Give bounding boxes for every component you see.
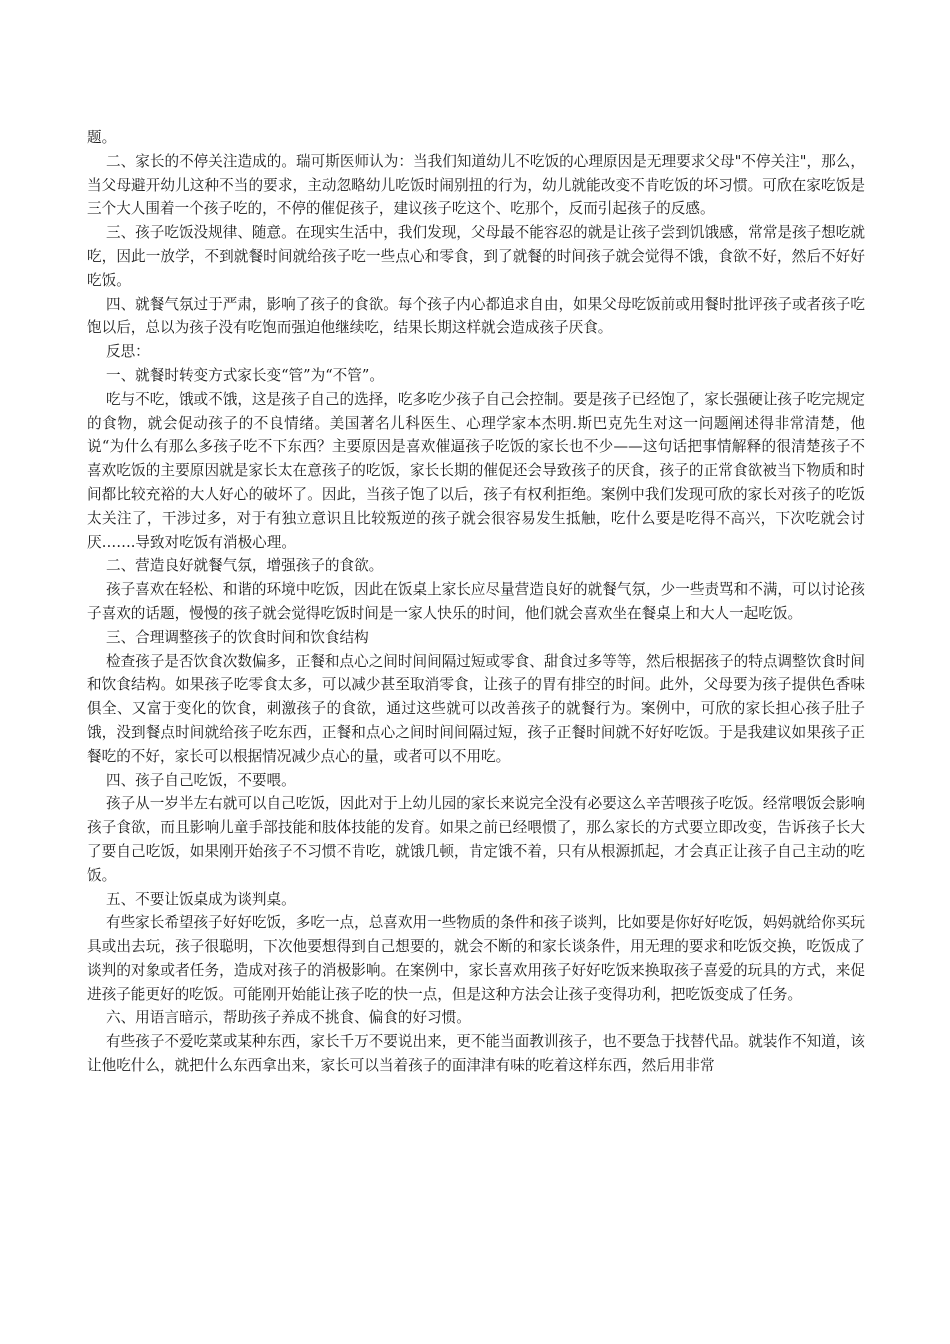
heading-point-3: 三、合理调整孩子的饮食时间和饮食结构 bbox=[105, 628, 369, 646]
paragraph-reason-4: 四、就餐气氛过于严肃，影响了孩子的食欲。每个孩子内心都追求自由，如果父母吃饭前或用餐时批评孩子或者孩子吃饱以后，总以为孩子没有吃饱而强迫他继续吃，结果长期这样就会造成孩子厌食。 bbox=[87, 295, 865, 337]
heading-point-2: 二、营造良好就餐气氛，增强孩子的食欲。 bbox=[105, 557, 384, 575]
heading-point-5: 五、不要让饭桌成为谈判桌。 bbox=[105, 890, 296, 908]
paragraph-point-1: 吃与不吃，饿或不饿，这是孩子自己的选择，吃多吃少孩子自己会控制。要是孩子已经饱了，家长强硬让孩子吃完规定的食物，就会促动孩子的不良情绪。美国著名儿科医生、心理学家本杰明.斯巴克先生对这一问题阐述得非常清楚，他说“为什么有那么多孩子吃不下东西？主要原因是喜欢催逼孩子吃饭的家长也不少——这句话把事情解释的很清楚孩子不喜欢吃饭的主要原因就是家长太在意孩子的吃饭，家长长期的催促还会导致孩子的厌食，孩子的正常食欲被当下物质和时间都比较充裕的大人好心的破坏了。因此，当孩子饱了以后，孩子有权利拒绝。案例中我们发现可欣的家长对孩子的吃饭太关注了，干涉过多，对于有独立意识且比较叛逆的孩子就会很容易发生抵触，吃什么要是吃得不高兴，下次吃就会讨厌…….导致对吃饭有消极心理。 bbox=[87, 390, 865, 551]
paragraph-point-4: 孩子从一岁半左右就可以自己吃饭，因此对于上幼儿园的家长来说完全没有必要这么辛苦喂孩子吃饭。经常喂饭会影响孩子食欲，而且影响儿童手部技能和肢体技能的发育。如果之前已经喂惯了，那么家长的方式要立即改变，告诉孩子长大了要自己吃饭，如果刚开始孩子不习惯不肯吃，就饿几顿，肯定饿不着，只有从根源抓起，才会真正让孩子自己主动的吃饭。 bbox=[87, 795, 865, 884]
paragraph-point-2: 孩子喜欢在轻松、和谐的环境中吃饭，因此在饭桌上家长应尽量营造良好的就餐气氛，少一些责骂和不满，可以讨论孩子喜欢的话题，慢慢的孩子就会觉得吃饭时间是一家人快乐的时间，他们就会喜欢坐在餐桌上和大人一起吃饭。 bbox=[87, 581, 865, 622]
paragraph-point-6: 有些孩子不爱吃菜或某种东西，家长千万不要说出来，更不能当面教训孩子，也不要急于找替代品。就装作不知道，该让他吃什么，就把什么东西拿出来，家长可以当着孩子的面津津有味的吃着这样东西，然后用非常 bbox=[87, 1033, 865, 1075]
document-page bbox=[87, 126, 865, 1078]
paragraph-reason-2: 二、家长的不停关注造成的。瑞可斯医师认为：当我们知道幼儿不吃饭的心理原因是无理要求父母"不停关注"，那么，当父母避开幼儿这种不当的要求，主动忽略幼儿吃饭时闹别扭的行为，幼儿就能改变不肯吃饭的坏习惯。可欣在家吃饭是三个大人围着一个孩子吃的，不停的催促孩子，建议孩子吃这个、吃那个，反而引起孩子的反感。 bbox=[87, 152, 865, 218]
heading-point-1: 一、就餐时转变方式家长变“管”为“不管”。 bbox=[105, 366, 384, 384]
paragraph-continuation: 题。 bbox=[87, 129, 117, 146]
heading-point-6: 六、用语言暗示，帮助孩子养成不挑食、偏食的好习惯。 bbox=[105, 1009, 471, 1027]
section-heading-reflection: 反思： bbox=[105, 343, 150, 361]
paragraph-reason-3: 三、孩子吃饭没规律、随意。在现实生活中，我们发现，父母最不能容忍的就是让孩子尝到饥饿感，常常是孩子想吃就吃，因此一放学，不到就餐时间就给孩子吃一些点心和零食，到了就餐的时间孩子就会觉得不饿，食欲不好，然后不好好吃饭。 bbox=[87, 224, 865, 289]
heading-point-4: 四、孩子自己吃饭，不要喂。 bbox=[105, 771, 296, 789]
paragraph-point-5: 有些家长希望孩子好好吃饭，多吃一点，总喜欢用一些物质的条件和孩子谈判，比如要是你好好吃饭，妈妈就给你买玩具或出去玩，孩子很聪明，下次他要想得到自己想要的，就会不断的和家长谈条件，用无理的要求和吃饭交换，吃饭成了谈判的对象或者任务，造成对孩子的消极影响。在案例中，家长喜欢用孩子好好吃饭来换取孩子喜爱的玩具的方式，来促进孩子能更好的吃饭。可能刚开始能让孩子吃的快一点，但是这种方法会让孩子变得功利，把吃饭变成了任务。 bbox=[87, 914, 865, 1003]
paragraph-point-3: 检查孩子是否饮食次数偏多，正餐和点心之间时间间隔过短或零食、甜食过多等等，然后根据孩子的特点调整饮食时间和饮食结构。如果孩子吃零食太多，可以减少甚至取消零食，让孩子的胃有排空的时间。此外，父母要为孩子提供色香味俱全、又富于变化的饮食，刺激孩子的食欲，通过这些就可以改善孩子的就餐行为。案例中，可欣的家长担心孩子肚子饿，没到餐点时间就给孩子吃东西，正餐和点心之间时间间隔过短，孩子正餐时间就不好好吃饭。于是我建议如果孩子正餐吃的不好，家长可以根据情况减少点心的量，或者可以不用吃。 bbox=[87, 652, 865, 765]
